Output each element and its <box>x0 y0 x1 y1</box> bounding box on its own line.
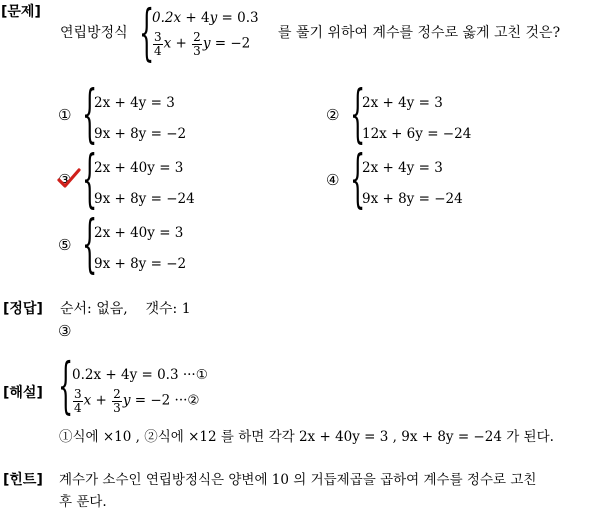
choice-4-brace: { <box>350 142 366 216</box>
hint-line1: 계수가 소수인 연립방정식은 양변에 10 의 거듭제곱을 곱하여 계수를 정수로 고친 <box>59 472 537 488</box>
problem-intro: 연립방정식 <box>60 25 128 41</box>
answer-meta: 순서: 없음, 갯수: 1 <box>60 301 191 317</box>
problem-eq2: $\frac{3}{4}$ x + $\frac{2}{3}$ y = −2 <box>154 30 251 58</box>
choice-4-eq1: 2x + 4y = 3 <box>362 160 443 176</box>
explanation-brace: { <box>58 349 74 422</box>
choice-2-eq2: 12x + 6y = −24 <box>362 126 472 142</box>
explanation-eq1: 0.2x + 4y = 0.3 ···① <box>72 367 208 383</box>
hint-line2: 후 푼다. <box>59 494 107 510</box>
choice-1-mark[interactable]: ① <box>58 106 72 124</box>
choice-4-eq2: 9x + 8y = −24 <box>362 191 463 207</box>
fraction: $\frac{2}{3}$ <box>113 387 121 415</box>
answer-label: [정답] <box>3 301 43 317</box>
problem-eq1: 0.2x + 4y = 0.3 <box>152 10 259 26</box>
choice-3-brace: { <box>82 142 98 216</box>
checkmark-icon <box>56 167 82 191</box>
explanation-eq2: $\frac{3}{4}$ x + $\frac{2}{3}$ y = −2 ···② <box>74 387 200 415</box>
choice-5-brace: { <box>82 207 98 281</box>
problem-brace: { <box>139 0 155 69</box>
explanation-label: [해설] <box>3 385 43 401</box>
fraction: $\frac{2}{3}$ <box>193 30 201 58</box>
choice-5-mark[interactable]: ⑤ <box>58 236 72 254</box>
choice-3-mark[interactable]: ③ <box>58 171 72 189</box>
choice-2-brace: { <box>350 77 366 151</box>
choice-1-brace: { <box>82 77 98 151</box>
choice-2-eq1: 2x + 4y = 3 <box>362 95 443 111</box>
fraction: $\frac{3}{4}$ <box>154 30 162 58</box>
explanation-summary: ①식에 ×10 , ②식에 ×12 를 하면 각각 2x + 40y = 3 , 9x + 8y = −24 가 된다. <box>59 429 554 445</box>
problem-question: 를 풀기 위하여 계수를 정수로 옳게 고친 것은? <box>278 25 561 41</box>
choice-5-eq1: 2x + 40y = 3 <box>94 225 184 241</box>
choice-5-eq2: 9x + 8y = −2 <box>94 256 187 272</box>
hint-label: [힌트] <box>3 472 43 488</box>
problem-label: [문제] <box>1 4 41 20</box>
choice-3-eq1: 2x + 40y = 3 <box>94 160 184 176</box>
fraction: $\frac{3}{4}$ <box>74 387 82 415</box>
choice-2-mark[interactable]: ② <box>326 106 340 124</box>
choice-1-eq2: 9x + 8y = −2 <box>94 126 187 142</box>
answer-value: ③ <box>58 322 72 340</box>
choice-1-eq1: 2x + 4y = 3 <box>94 95 175 111</box>
choice-3-eq2: 9x + 8y = −24 <box>94 191 195 207</box>
choice-4-mark[interactable]: ④ <box>326 171 340 189</box>
